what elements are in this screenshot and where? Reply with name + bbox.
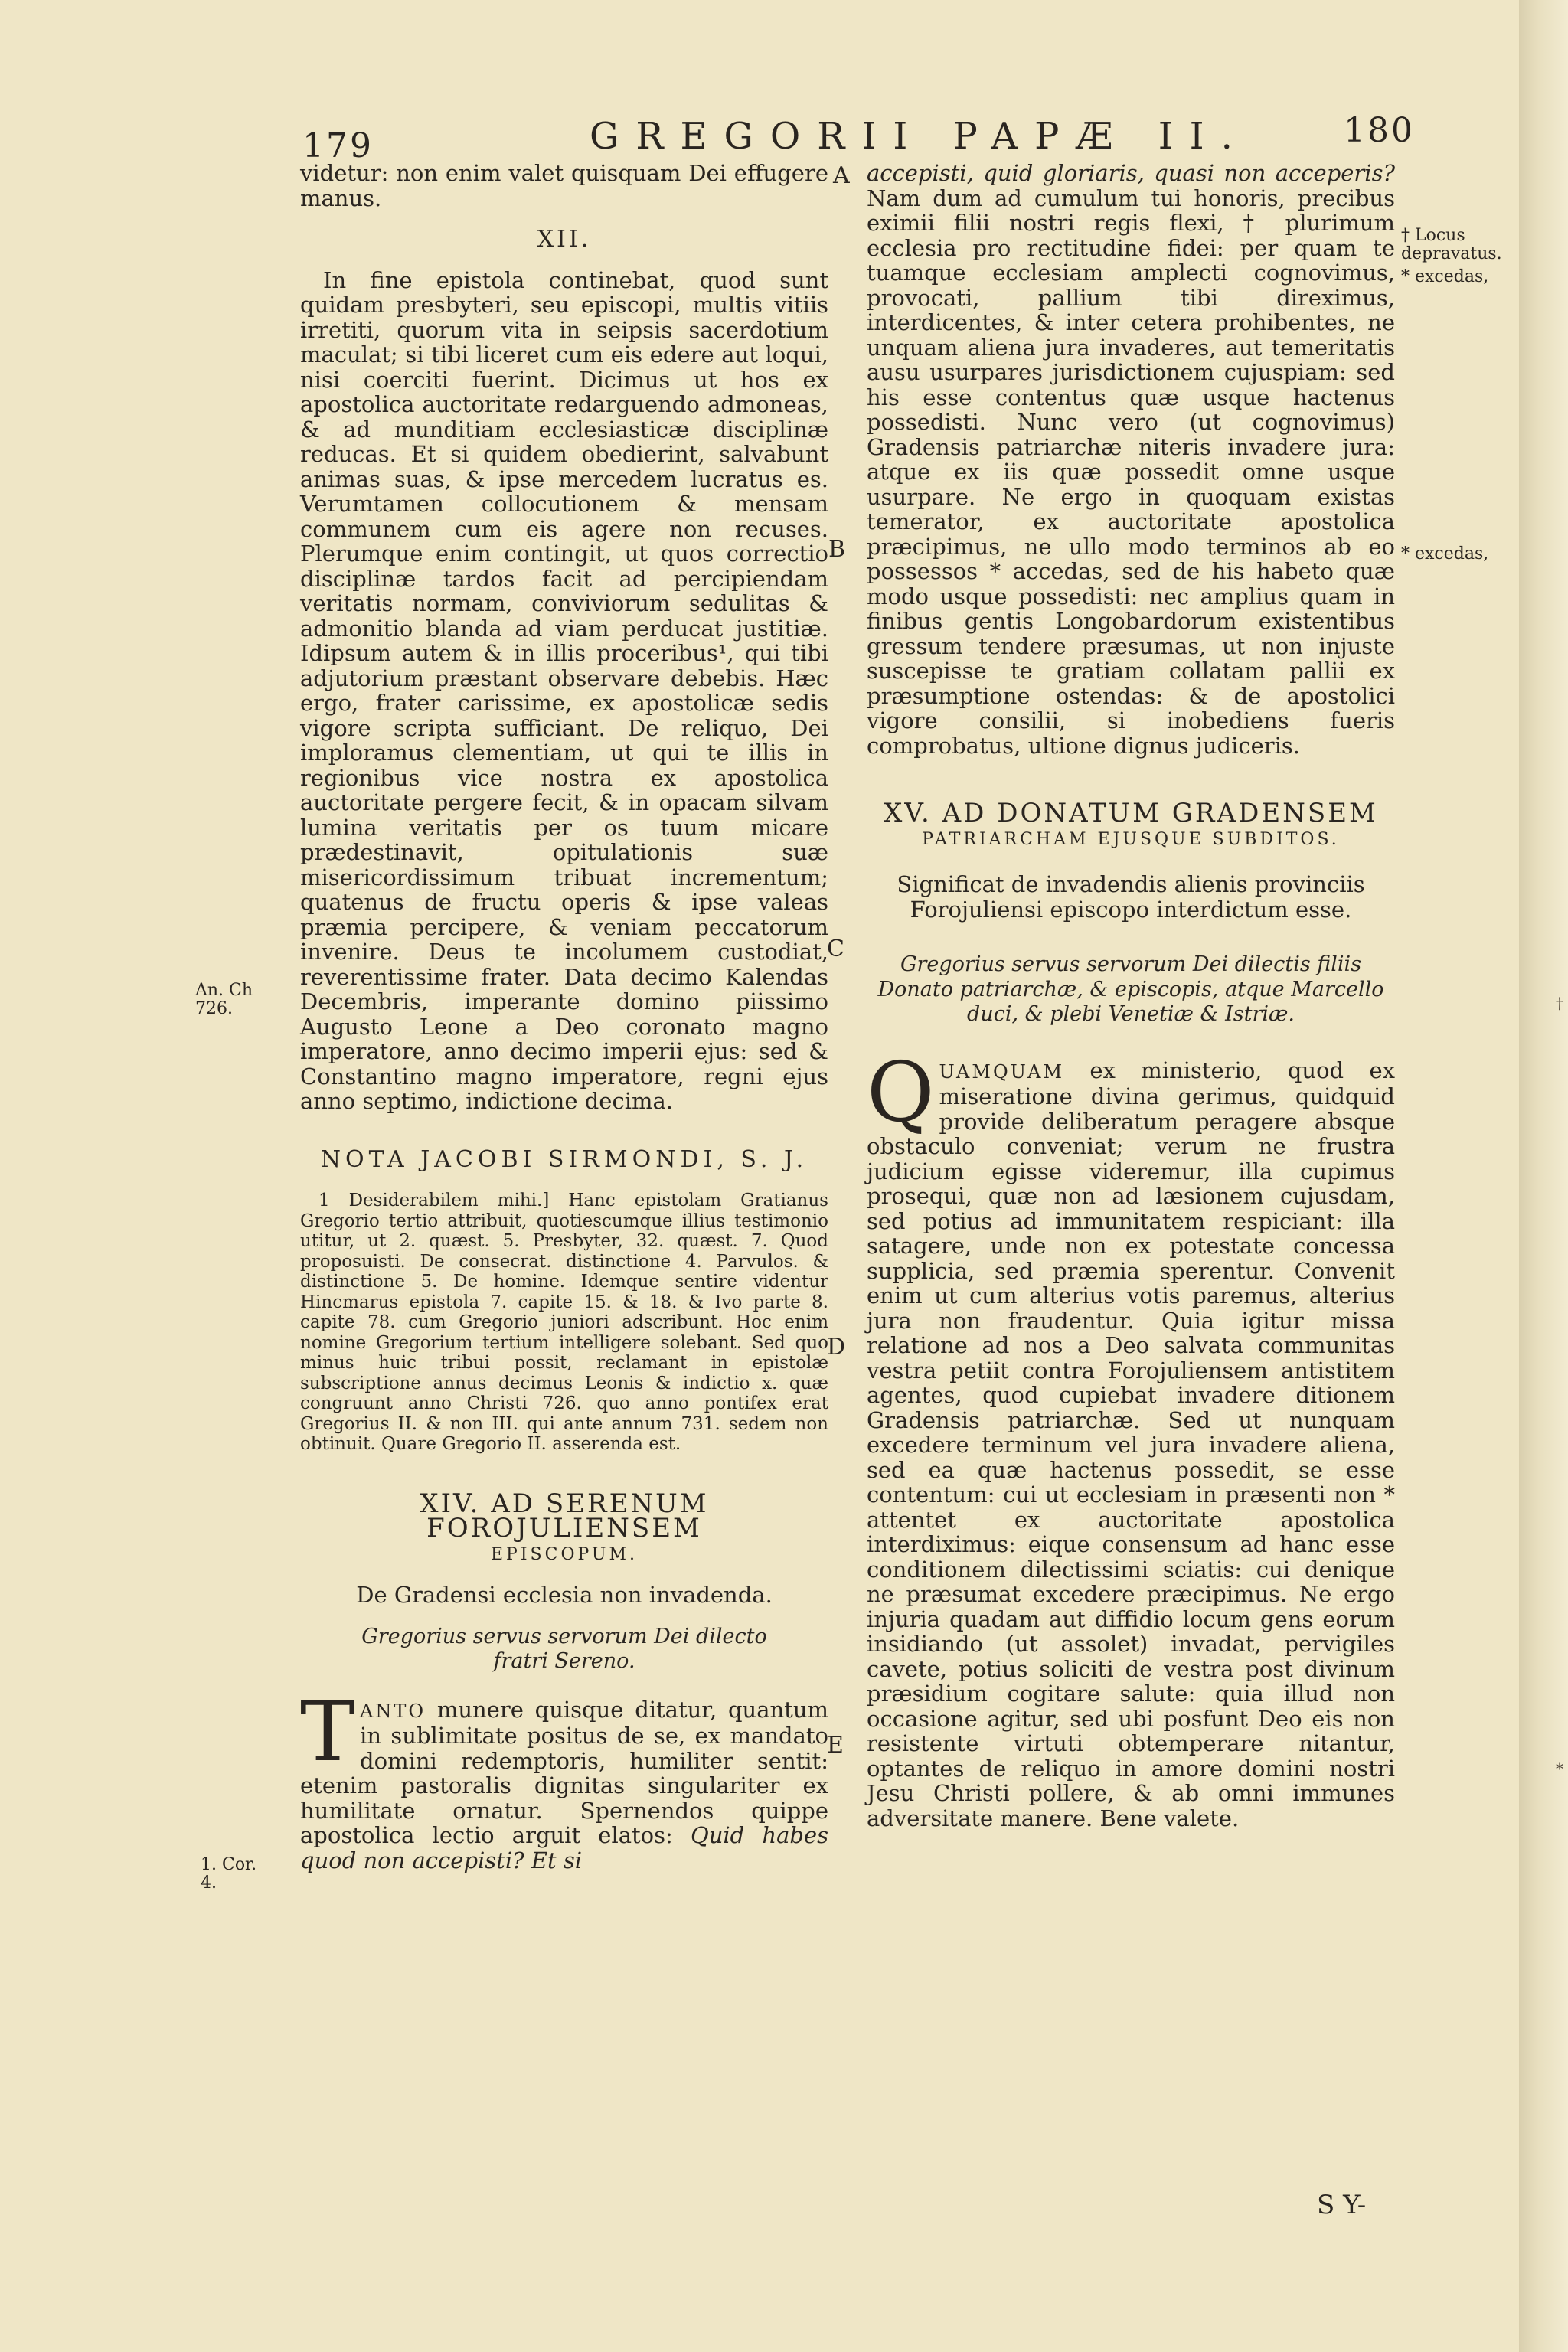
footnote-text: 1 Desiderabilem mihi.] Hanc epistolam Gratianus Gregorio tertio attribuit, quotiescumque illius testimonio utitur, ut 2. quæst. 5. Presbyter, 32. quæst. 7. Quod proposuisti. De consecrat. distinctione 4. Parvulos. & distinctione 5. De homine. Idemque sentire videntur Hincmarus epistola 7. capite 15. & 18. & Ivo parte 8. capite 78. cum Gregorio juniori adscribunt. Hoc enim nomine Gregorium tertium intelligere solebant. Sed quo minus huic tribui possit, reclamant in epistolæ subscriptione annus decimus Leonis & indictio x. quæ congruunt anno Christi 726. quo anno pontifex erat Gregorius II. & non III. qui ante annum 731. sedem non obtinuit. Quare Gregorio II. asserenda est. <box>300 1191 828 1454</box>
continued-paragraph: videtur: non enim valet quisquam Dei effugere manus. <box>300 160 828 211</box>
page-number-left: 179 <box>302 126 374 165</box>
left-column <box>300 161 828 1873</box>
letter-body <box>300 1684 828 1873</box>
page-number-right: 180 <box>1344 111 1415 150</box>
drop-cap: T <box>300 1684 356 1780</box>
small-caps-opening: ANTO <box>360 1700 426 1722</box>
letter-summary: De Gradensi ecclesia non invadenda. <box>356 1582 773 1608</box>
margin-note: * excedas, <box>1401 544 1489 564</box>
margin-note: † Locus depravatus. <box>1401 226 1502 263</box>
right-column <box>867 161 1395 1831</box>
continued-paragraph <box>867 161 1395 758</box>
bible-reference: 1. Cor. 4. <box>201 1855 257 1893</box>
salutation: Gregorius servus servorum Dei dilecto fratri Sereno. <box>361 1624 767 1673</box>
letter-body: In fine epistola continebat, quod sunt quidam presbyteri, seu episcopi, multis vitiis irretiti, quorum vita in seipsis sacerdotium maculat; si tibi liceret cum eis edere aut loqui, nisi coerciti fuerint. Dicimus ut hos ex apostolica auctoritate redarguendo admoneas, & ad munditiam ecclesiasticæ disciplinæ reducas. Et si quidem obedierint, salvabunt animas suas, & ipse mercedem lucratus es. Verumtamen collocutionem & mensam communem cum eis agere non recuses. Plerumque enim contingit, ut quos correctio disciplinæ tardos facit ad percipiendam veritatis normam, conviviorum sedulitas & admonitio blanda ad viam perducat justitiæ. Idipsum autem & in illis proceribus¹, qui tibi adjutorium præstant observare debebis. Hæc ergo, frater carissime, ex apostolicæ sedis vigore scripta sufficiant. De reliquo, Dei imploramus clementiam, ut qui te illis in regionibus vice nostra ex apostolica auctoritate pergere fecit, & in opacam silvam lumina veritatis per os tuum micare prædestinavit, opitulationis suæ misericordissimum tribuat incrementum; quatenus de fructu operis & ipse valeas præmia percipere, & veniam peccatorum invenire. Deus te incolumem custodiat, reverentissime frater. Data decimo Kalendas Decembris, imperante domino piissimo Augusto Leone a Deo coronato magno imperatore, anno decimo imperii ejus: sed & Constantino magno imperatore, regni ejus anno septimo, indictione decima. <box>300 266 828 1114</box>
letter-text: Nam dum ad cumulum tui honoris, precibus eximii filii nostri regis flexi, † plurimum ecclesia pro rectitudine fidei: per quam te tuamque ecclesiam amplecti cognovimus, provocati, pallium tibi direximus, interdicentes, & inter cetera prohibentes, ne unquam aliena jura invaderes, aut temeritatis ausu usurpares jurisdictionem cujuspiam: sed his esse contentus quæ usque hactenus possedisti. Nunc vero (ut cognovimus) Gradensis patriarchæ niteris invadere jura: atque ex iis quæ possedit omne usque usurpare. Ne ergo in quoquam existas temerator, ex auctoritate apostolica præcipimus, ne ullo modo terminos ab eo possessos * accedas, sed de his habeto quæ modo usque possedisti: nec amplius quam in finibus gentis Longobardorum existentibus gressum tendere præsumas, ut non injuste suscepisse te gratiam collatam pallii ex præsumptione ostendas: & de apostolici vigore consilii, si inobediens fueris comprobatus, ultione dignus judiceris. <box>867 185 1395 759</box>
quotation: accepisti, quid gloriaris, quasi non acceperis? <box>867 160 1395 186</box>
section-letter-a: A <box>833 162 850 189</box>
letter-text: munere quisque ditatur, quantum in sublimitate positus de se, ex mandato domini redemptoris, humiliter sentit: etenim pastoralis dignitas singulariter ex humilitate ornatur. Spernendos quippe apostolica lectio arguit elatos: <box>300 1696 828 1848</box>
letter-summary: Significat de invadendis alienis provinciis Forojuliensi episcopo interdictum esse. <box>897 871 1365 923</box>
quotation: Quid habes quod non accepisti? Et si <box>300 1822 828 1873</box>
letter-body <box>867 1044 1395 1831</box>
section-letter-b: B <box>828 536 846 563</box>
letter-subtitle: EPISCOPUM. <box>491 1544 638 1564</box>
next-page-fragment: † <box>1556 994 1563 1012</box>
next-page-fragment: * <box>1556 1759 1563 1778</box>
small-caps-opening: UAMQUAM <box>939 1060 1065 1083</box>
section-letter-e: E <box>827 1732 844 1759</box>
margin-note: * excedas, <box>1401 267 1489 286</box>
salutation: Gregorius servus servorum Dei dilectis filiis Donato patriarchæ, & episcopis, atque Marcello duci, & plebi Venetiæ & Istriæ. <box>877 952 1384 1026</box>
drop-cap: Q <box>867 1044 935 1141</box>
next-page-edge <box>1519 0 1568 2352</box>
letter-text: ex ministerio, quod ex miseratione divina gerimus, quidquid provide deliberatum peragere absque obstaculo conveniat; verum ne frustra judicium egisse videremur, illa cupimus prosequi, quæ non ad læsionem cujusdam, sed potius ad immunitatem respiciant: illa satagere, unde non ex potestate concessa supplicia, sed præmia sperentur. Convenit enim ut cum alterius votis paremus, alterius jura non fraudentur. Quia igitur missa relatione ad nos a Deo salvata communitas vestra petiit contra Forojuliensem antistitem agentes, quod cupiebat invadere ditionem Gradensis patriarchæ. Sed ut nunquam excedere terminum vel jura invadere aliena, sed ea quæ hactenus possedit, se esse contentum: cui ut ecclesiam in præsenti non * attentet ex auctoritate apostolica interdiximus: eique consensum ad hanc esse conditionem dilectissimi sciatis: cui denique ne præsumat excedere præcipimus. Ne ergo injuria quadam aut diffidio locum gens eorum insidiando (ut assolet) invadat, pervigiles cavete, potius soliciti de vestra post divinum præsidium cogitare salute: quia illud non occasione agitur, sed ubi posfunt Deo eis non resistente virtuti obtemperare nitantur, optantes de reliquo in amore domini nostri Jesu Christi pollere, & ab omni immunes adversitate manere. Bene valete. <box>867 1057 1395 1831</box>
section-number: XII. <box>537 226 592 253</box>
running-title: GREGORII PAPÆ II. <box>590 115 1250 158</box>
letter-subtitle: PATRIARCHAM EJUSQUE SUBDITOS. <box>922 829 1340 849</box>
date-note: An. Ch 726. <box>195 981 253 1018</box>
section-letter-c: C <box>827 936 844 962</box>
note-title: NOTA JACOBI SIRMONDI, S. J. <box>320 1145 808 1173</box>
section-letter-d: D <box>827 1334 846 1361</box>
letter-title: XV. AD DONATUM GRADENSEM <box>884 798 1378 828</box>
catchword: S Y- <box>1317 2190 1367 2220</box>
letter-title: XIV. AD SERENUM FOROJULIENSEM <box>420 1488 709 1544</box>
